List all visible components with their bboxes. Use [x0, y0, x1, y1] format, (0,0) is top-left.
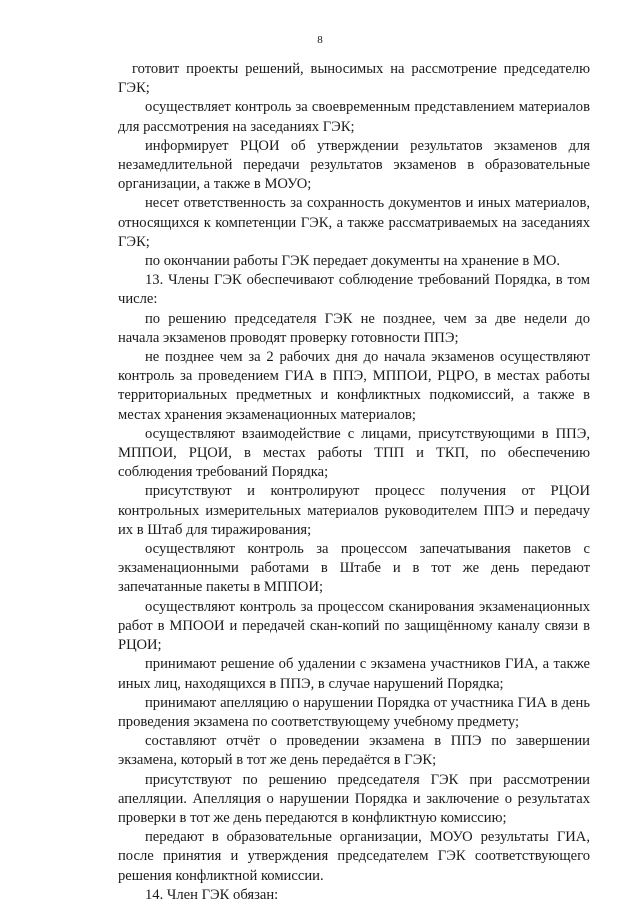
paragraph: 13. Члены ГЭК обеспечивают соблюдение требований Порядка, в том числе:	[118, 272, 590, 308]
paragraph: осуществляет контроль за своевременным представлением материалов для рассмотрения на заседаниях ГЭК;	[118, 99, 590, 135]
paragraph: осуществляют контроль за процессом сканирования экзаменационных работ в МПООИ и передачей скан-копий по защищённому каналу связи в РЦОИ;	[118, 598, 590, 654]
paragraph: не позднее чем за 2 рабочих дня до начала экзаменов осуществляют контроль за проведением ГИА в ППЭ, МППОИ, РЦРО, в местах работы территориальных предметных и конфликтных подкомиссий, а также в местах хранения экзаменационных материалов;	[118, 349, 590, 423]
document-body	[118, 60, 590, 905]
paragraph: составляют отчёт о проведении экзамена в ППЭ по завершении экзамена, который в тот же день передаётся в ГЭК;	[118, 733, 590, 769]
paragraph: присутствуют и контролируют процесс получения от РЦОИ контрольных измерительных материалов руководителем ППЭ и передачу их в Штаб для тиражирования;	[118, 483, 590, 538]
paragraph: присутствуют по решению председателя ГЭК при рассмотрении апелляции. Апелляция о нарушении Порядка и заключение о результатах проверки в тот же день передаются в конфликтную комиссию;	[118, 771, 590, 826]
paragraph: принимают апелляцию о нарушении Порядка от участника ГИА в день проведения экзамена по соответствующему учебному предмету;	[118, 694, 590, 730]
paragraph: осуществляют контроль за процессом запечатывания пакетов с экзаменационными работами в Штабе и в тот же день передают запечатанные пакеты в МППОИ;	[118, 541, 590, 596]
paragraph: несет ответственность за сохранность документов и иных материалов, относящихся к компетенции ГЭК, а также рассматриваемых на заседаниях ГЭК;	[118, 195, 590, 250]
paragraph: готовит проекты решений, выносимых на рассмотрение председателю ГЭК;	[118, 61, 590, 97]
paragraph: принимают решение об удалении с экзамена участников ГИА, а также иных лиц, находящихся в ППЭ, в случае нарушений Порядка;	[118, 656, 590, 692]
page-number: 8	[317, 34, 323, 46]
paragraph: по окончании работы ГЭК передает документы на хранение в МО.	[145, 253, 561, 270]
paragraph: по решению председателя ГЭК не позднее, чем за две недели до начала экзаменов проводят проверку готовности ППЭ;	[118, 310, 590, 346]
paragraph: 14. Член ГЭК обязан:	[145, 886, 279, 903]
paragraph: осуществляют взаимодействие с лицами, присутствующими в ППЭ, МППОИ, РЦОИ, в местах работы ТПП и ТКП, по обеспечению соблюдения требований Порядка;	[118, 425, 590, 481]
paragraph: передают в образовательные организации, МОУО результаты ГИА, после принятия и утверждения председателем ГЭК соответствующего решения конфликтной комиссии.	[118, 829, 590, 884]
paragraph: информирует РЦОИ об утверждении результатов экзаменов для незамедлительной передачи результатов экзаменов в образовательные организации, а также в МОУО;	[118, 137, 590, 193]
